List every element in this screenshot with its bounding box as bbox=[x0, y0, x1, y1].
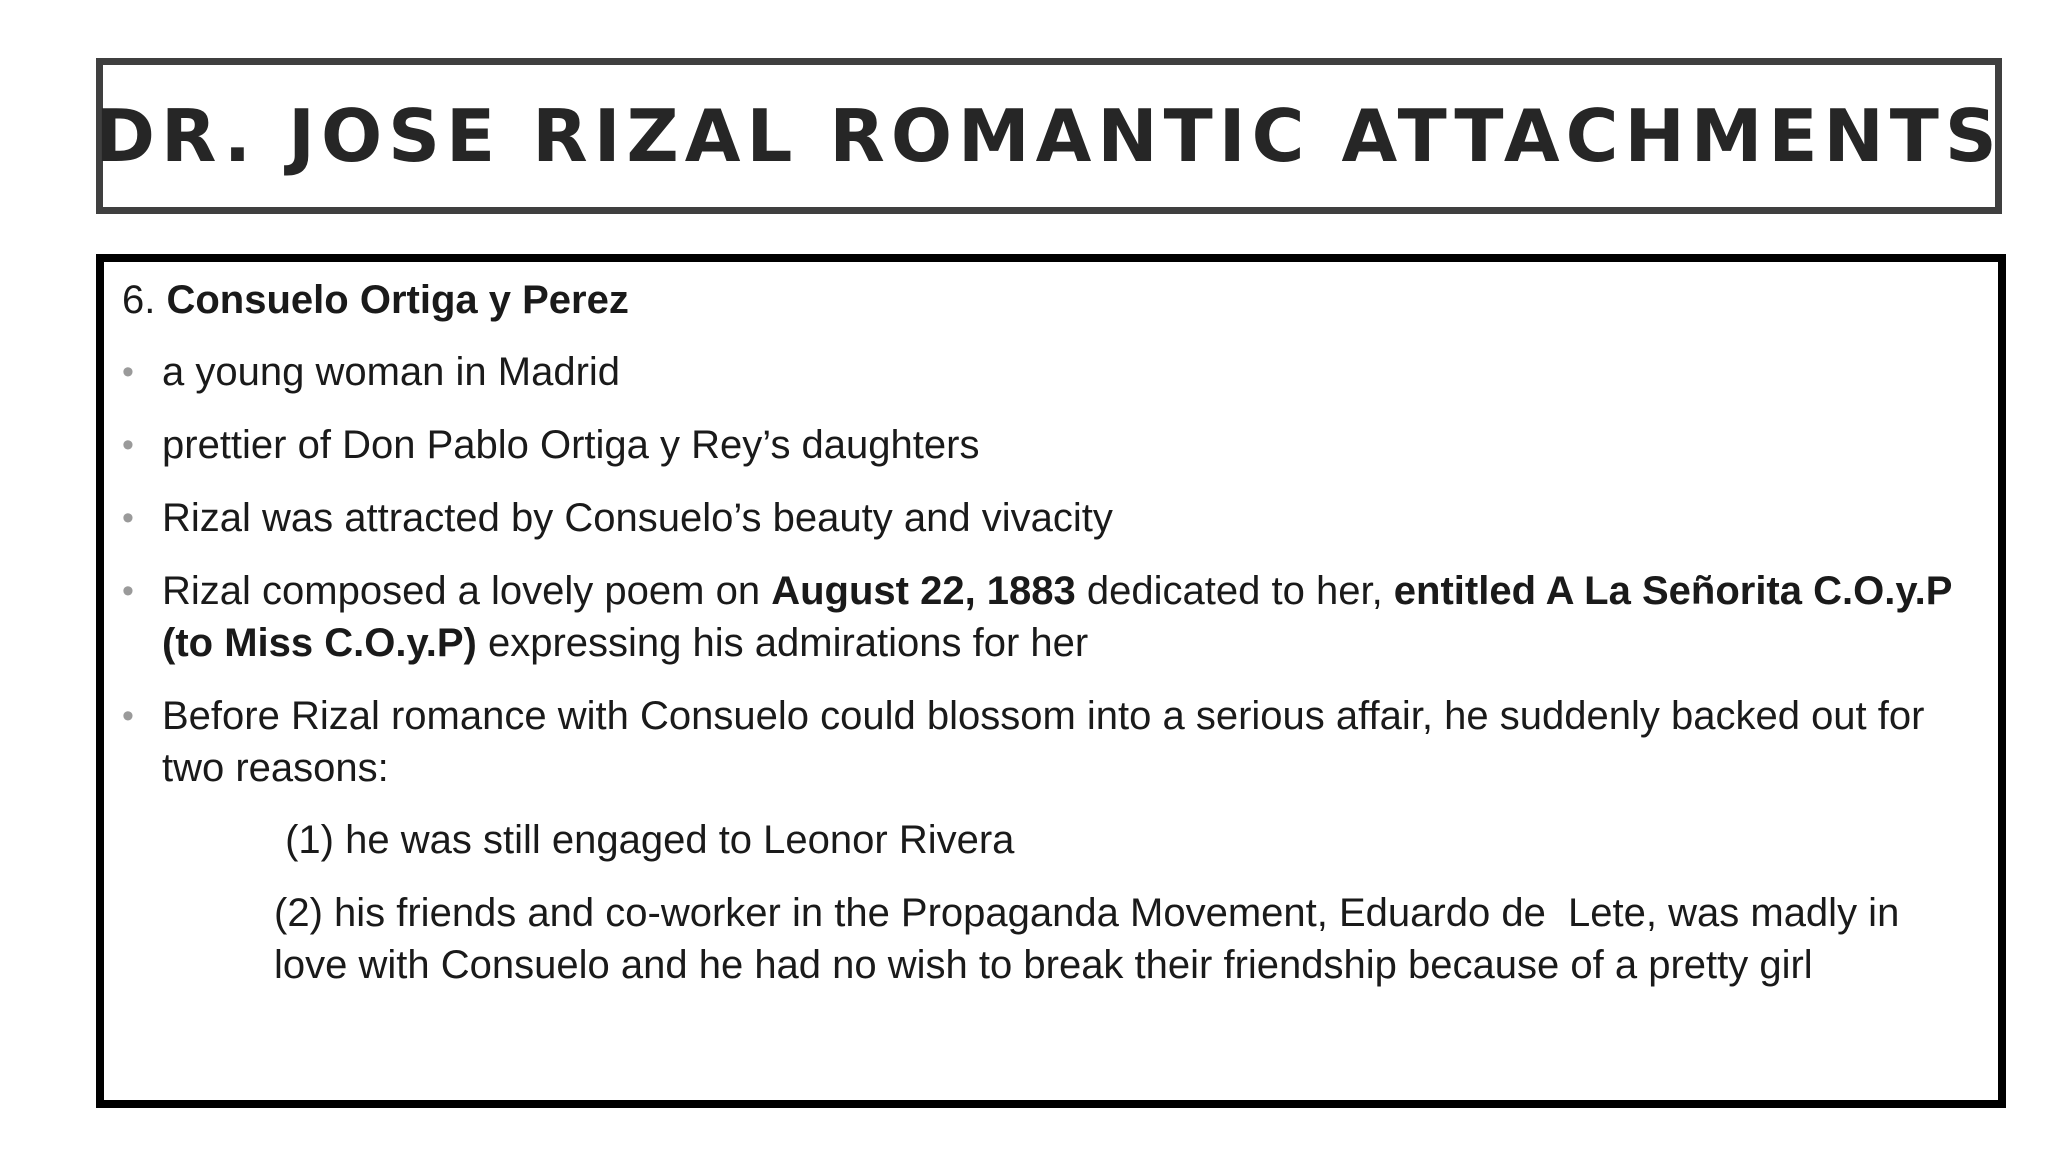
reason-item bbox=[274, 887, 1978, 991]
heading-number: 6. bbox=[122, 278, 156, 322]
bullet-icon: • bbox=[122, 499, 134, 537]
bullet-icon: • bbox=[122, 572, 134, 610]
bullet-text: Rizal was attracted by Consuelo’s beauty and vivacity bbox=[162, 496, 1113, 540]
content-box bbox=[96, 254, 2006, 1108]
section-heading bbox=[122, 274, 629, 326]
list-item bbox=[122, 346, 1984, 398]
reason-item bbox=[274, 814, 1978, 866]
slide-title: DR. JOSE RIZAL ROMANTIC ATTACHMENTS bbox=[95, 94, 2003, 178]
bullet-icon: • bbox=[122, 697, 134, 735]
title-box bbox=[96, 58, 2002, 214]
list-item bbox=[122, 690, 1984, 794]
bullet-text bbox=[162, 565, 1984, 669]
bullet-text-part: expressing his admirations for her bbox=[476, 621, 1089, 665]
bullet-text-part: Rizal composed a lovely poem on bbox=[162, 569, 772, 613]
list-item bbox=[122, 492, 1984, 544]
list-item bbox=[122, 565, 1984, 669]
bullet-icon: • bbox=[122, 353, 134, 391]
list-item bbox=[122, 419, 1984, 471]
bullet-text-part: dedicated to her, bbox=[1075, 569, 1394, 613]
bullet-text: prettier of Don Pablo Ortiga y Rey’s daughters bbox=[162, 423, 980, 467]
reason-text: (1) he was still engaged to Leonor Rivera bbox=[274, 818, 1015, 862]
poem-title: entitled A La Señorita C.O.y.P (to Miss C.O.y.P) bbox=[162, 569, 1952, 665]
bullet-text: Before Rizal romance with Consuelo could blossom into a serious affair, he suddenly backed out for two reasons: bbox=[162, 694, 1925, 790]
bullet-icon: • bbox=[122, 426, 134, 464]
bullet-text: a young woman in Madrid bbox=[162, 350, 621, 394]
poem-date: August 22, 1883 bbox=[771, 569, 1076, 613]
heading-name: Consuelo Ortiga y Perez bbox=[166, 278, 629, 322]
reason-text: (2) his friends and co-worker in the Propaganda Movement, Eduardo de Lete, was madly in love with Consuelo and he had no wish to break their friendship because of a pretty girl bbox=[274, 891, 1911, 987]
